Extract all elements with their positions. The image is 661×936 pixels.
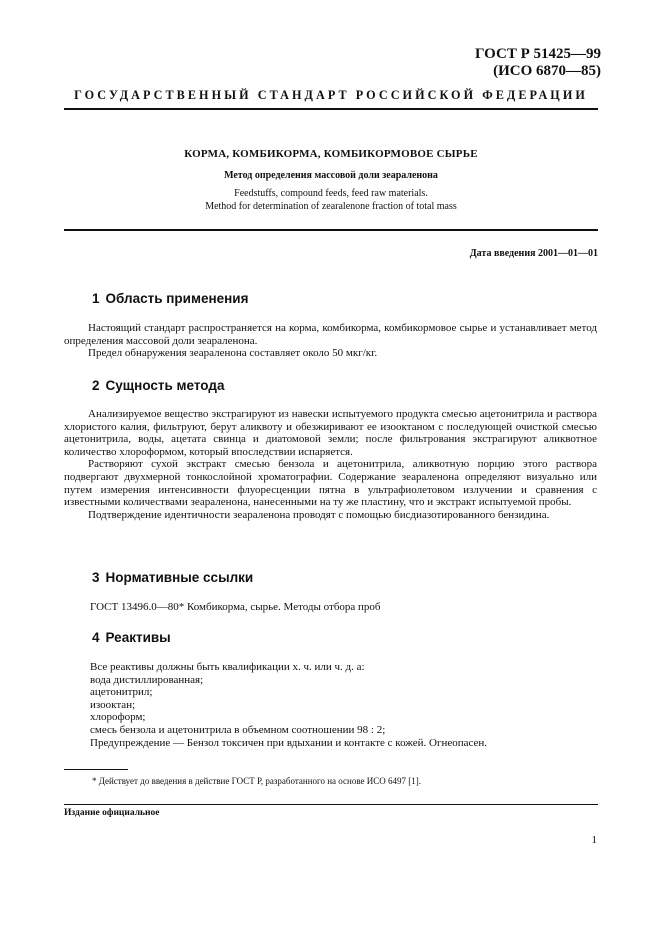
gost-number: ГОСТ Р 51425—99 (474, 46, 601, 62)
document-subtitle: Метод определения массовой доли зеараленона (224, 170, 438, 181)
paragraph: Подтверждение идентичности зеараленона проводят с помощью бисдиазотированного бензидина. (88, 508, 550, 521)
section-heading-method (92, 378, 224, 393)
iso-number: (ИСО 6870—85) (493, 63, 601, 79)
footnote-divider (64, 769, 128, 770)
introduction-date: Дата введения 2001—01—01 (469, 248, 598, 259)
edition-divider (64, 804, 598, 805)
document-title: КОРМА, КОМБИКОРМА, КОМБИКОРМОВОЕ СЫРЬЕ (184, 148, 478, 160)
normative-reference: ГОСТ 13496.0—80* Комбикорма, сырье. Методы отбора проб (90, 601, 381, 613)
section-title: Область применения (105, 291, 249, 306)
header-divider (64, 108, 598, 110)
paragraph: Растворяют сухой экстракт смесью бензола и ацетонитрила, аликвотную порцию этого раствора подвергают двухмерной тонкослойной хроматографии. Содержание зеараленона определяют визуально или путем измерения интенсивности флуоресценции пятна в ультрафиолетовом излучении и сравнения с известными количествами зеараленона, нанесенными на ту же пластину, что и экстракт испытуемой пробы. (64, 458, 597, 509)
reagent-line: ацетонитрил; (90, 686, 153, 699)
reagent-line: Все реактивы должны быть квалификации х. ч. или ч. д. а: (90, 661, 365, 673)
state-standard-title: ГОСУДАРСТВЕННЫЙ СТАНДАРТ РОССИЙСКОЙ ФЕДЕРАЦИИ (74, 88, 588, 102)
section-number: 1 (92, 291, 100, 306)
reagent-line: хлороформ; (90, 711, 146, 724)
section-heading-references (92, 570, 253, 585)
section-title: Сущность метода (105, 378, 225, 393)
section-number: 3 (92, 570, 100, 585)
english-title (64, 187, 598, 213)
section-number: 2 (92, 378, 100, 393)
section-heading-scope (92, 291, 248, 306)
page-number: 1 (591, 834, 597, 846)
reagent-line: вода дистиллированная; (90, 673, 204, 686)
warning-line: Предупреждение — Бензол токсичен при вдыхании и контакте с кожей. Огнеопасен. (90, 736, 488, 749)
paragraph: Анализируемое вещество экстрагируют из навески испытуемого продукта смесью ацетонитрила и раствора хлористого калия, фильтруют, берут аликвоту и обезжиривают ее изооктаном с последующей очисткой смесью ацетонитрила, воды, ацетата свинца и диатомовой земли; после фильтрования экстрагируют аликвотное количество хлороформом, который впоследствии испаряется. (64, 408, 597, 458)
title-divider (64, 229, 598, 231)
section-body-scope (64, 322, 597, 360)
section-title: Реактивы (105, 630, 171, 645)
section-number: 4 (92, 630, 100, 645)
section-title: Нормативные ссылки (105, 570, 254, 585)
section-body-method (64, 408, 597, 521)
reagent-line: смесь бензола и ацетонитрила в объемном соотношении 98 : 2; (90, 724, 386, 736)
reagent-line: изооктан; (90, 698, 136, 711)
paragraph: Предел обнаружения зеараленона составляет около 50 мкг/кг. (88, 347, 378, 360)
footnote: * Действует до введения в действие ГОСТ Р, разработанного на основе ИСО 6497 [1]. (92, 776, 422, 786)
edition-label: Издание официальное (64, 808, 160, 818)
english-title-line: Method for determination of zearalenone fraction of total mass (205, 201, 457, 212)
english-title-line: Feedstuffs, compound feeds, feed raw materials. (234, 188, 428, 199)
section-heading-reagents (92, 630, 171, 645)
paragraph: Настоящий стандарт распространяется на корма, комбикорма, комбикормовое сырье и устанавливает метод определения массовой доли зеараленона. (64, 322, 597, 347)
document-code (475, 46, 601, 80)
